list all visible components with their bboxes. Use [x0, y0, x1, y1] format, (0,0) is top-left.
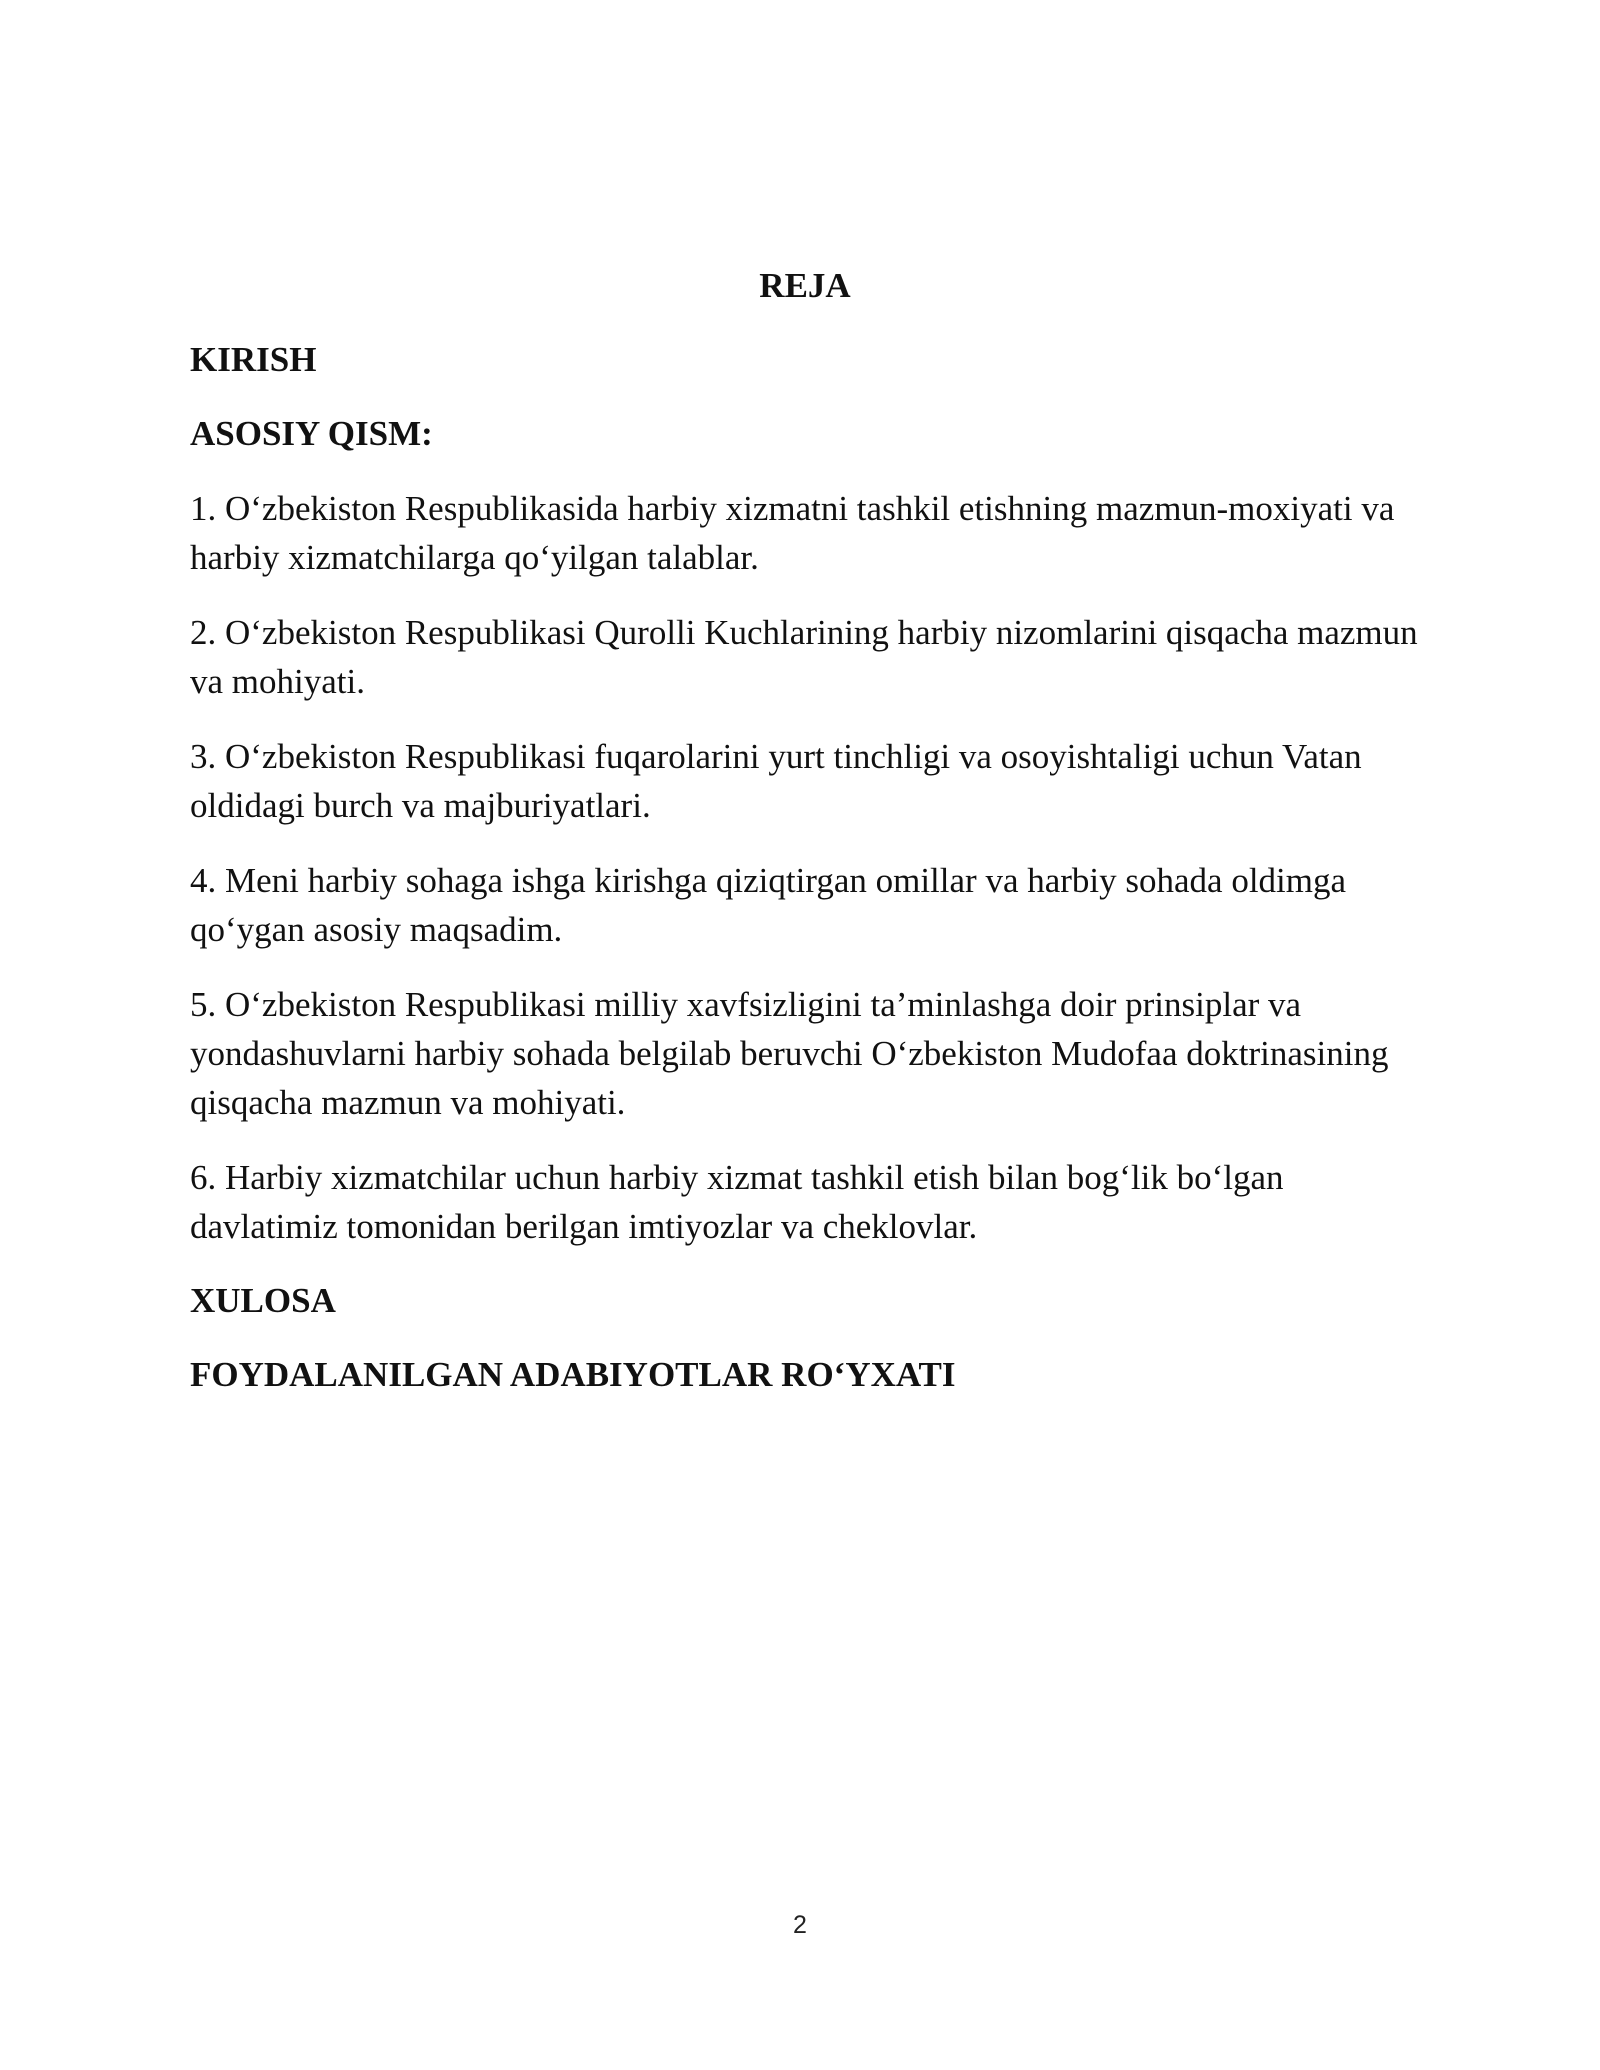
list-item: 5. O‘zbekiston Respublikasi milliy xavfsizligini ta’minlashga doir prinsiplar va yondashuvlarni harbiy sohada belgilab beruvchi O‘zbekiston Mudofaa doktrinasining qisqacha mazmun va mohiyati.	[190, 985, 1389, 1122]
list-item: 3. O‘zbekiston Respublikasi fuqarolarini yurt tinchligi va osoyishtaligi uchun Vatan oldidagi burch va majburiyatlari.	[190, 737, 1362, 825]
page-number: 2	[793, 1911, 807, 1939]
document-content	[190, 262, 1420, 1425]
heading-main: ASOSIY QISM:	[190, 414, 433, 453]
heading-intro: KIRISH	[190, 340, 317, 379]
list-item: 1. O‘zbekiston Respublikasida harbiy xizmatni tashkil etishning mazmun-moxiyati va harbiy xizmatchilarga qo‘yilgan talablar.	[190, 489, 1395, 577]
heading-conclusion: XULOSA	[190, 1281, 336, 1320]
list-item: 6. Harbiy xizmatchilar uchun harbiy xizmat tashkil etish bilan bog‘lik bo‘lgan davlatimiz tomonidan berilgan imtiyozlar va cheklovlar.	[190, 1158, 1284, 1246]
document-title: REJA	[759, 266, 851, 305]
list-item: 4. Meni harbiy sohaga ishga kirishga qiziqtirgan omillar va harbiy sohada oldimga qo‘ygan asosiy maqsadim.	[190, 861, 1347, 949]
heading-references: FOYDALANILGAN ADABIYOTLAR RO‘YXATI	[190, 1355, 956, 1394]
list-item: 2. O‘zbekiston Respublikasi Qurolli Kuchlarining harbiy nizomlarini qisqacha mazmun va mohiyati.	[190, 613, 1418, 701]
